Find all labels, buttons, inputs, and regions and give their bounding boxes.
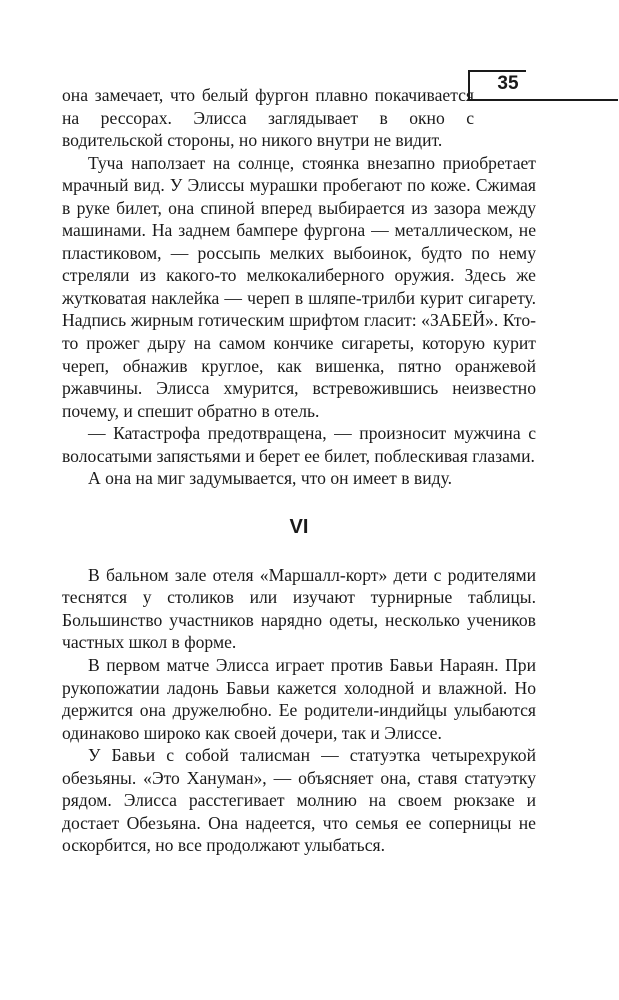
page-number: 35 xyxy=(497,73,519,94)
paragraph: — Катастрофа предотвращена, — произносит мужчина с волосатыми запястьями и берет ее билет, поблескивая глазами. xyxy=(62,423,536,466)
body-text xyxy=(62,84,536,857)
paragraph: В бальном зале отеля «Маршалл-корт» дети с родителями теснятся у столиков или изучают турнирные таблицы. Большинство участников нарядно одеты, несколько учеников частных школ в форме. xyxy=(62,564,536,653)
chapter-heading-wrap xyxy=(62,490,536,564)
paragraph: В первом матче Элисса играет против Бавьи Нараян. При рукопожатии ладонь Бавьи кажется холодной и влажной. Но держится она дружелюбно. Ее родители-индийцы улыбаются одинаково широко как своей дочери, так и Элиссе. xyxy=(62,655,536,743)
paragraph: Туча наползает на солнце, стоянка внезапно приобретает мрачный вид. У Элиссы мурашки пробегают по коже. Сжимая в руке билет, она спиной вперед выбирается из зазора между машинами. На заднем бампере фургона — металлическом, не пластиковом, — россыпь мелких выбоинок, будто по нему стреляли из какого-то мелкокалиберного оружия. Здесь же жутковатая наклейка — череп в шляпе-трилби курит сигарету. Надпись жирным готическим шрифтом гласит: «ЗАБЕЙ». Кто-то прожег дыру на самом кончике сигареты, которую курит череп, обнажив круглое, как вишенка, пятно оранжевой ржавчины. Элисса хмурится, встревожившись неизвестно почему, и спешит обратно в отель. xyxy=(62,152,536,421)
paragraph: У Бавьи с собой талисман — статуэтка четырехрукой обезьяны. «Это Хануман», — объясняет она, ставя статуэтку рядом. Элисса расстегивает молнию на своем рюкзаке и достает Обезьяна. Она надеется, что семья ее соперницы не оскорбится, но все продолжают улыбаться. xyxy=(62,745,536,856)
chapter-heading: VI xyxy=(289,515,309,538)
paragraph: она замечает, что белый фургон плавно покачивается на рессорах. Элисса заглядывает в окно с водительской стороны, но никого внутри не видит. xyxy=(62,85,474,151)
paragraph: А она на миг задумывается, что он имеет в виду. xyxy=(88,468,453,489)
